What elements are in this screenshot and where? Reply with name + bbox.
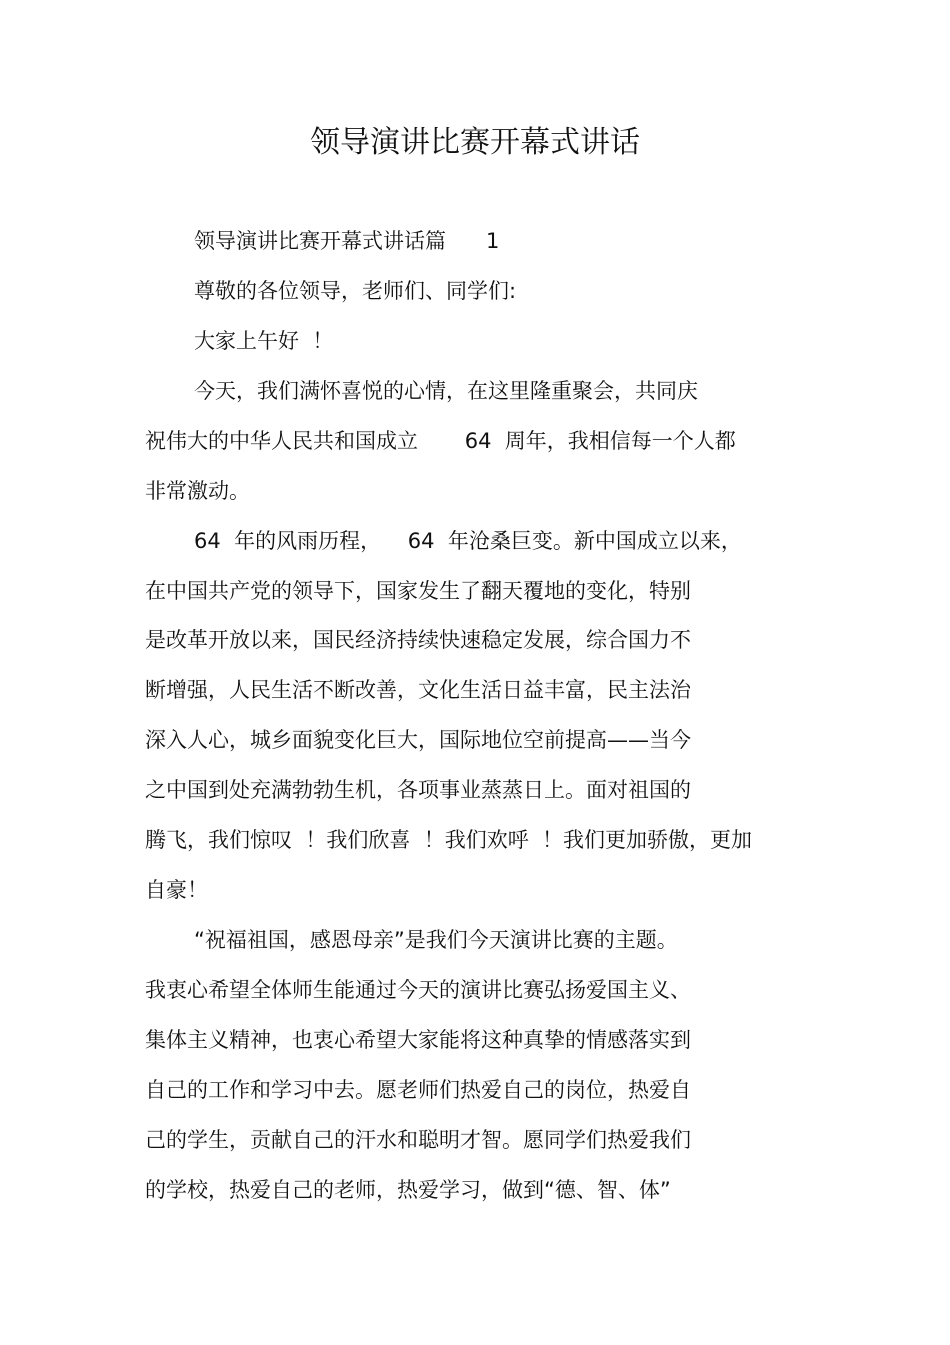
paragraph-line: 腾飞，我们惊叹 ！我们欣喜 ！我们欢呼 ！我们更加骄傲，更加 bbox=[145, 828, 753, 852]
greeting-line: 大家上午好 ！ bbox=[194, 329, 334, 353]
paragraph-line: 自豪！ bbox=[145, 878, 208, 902]
paragraph-line: 己的学生，贡献自己的汗水和聪明才智。愿同学们热爱我们 bbox=[145, 1128, 691, 1152]
paragraph-line: 自己的工作和学习中去。愿老师们热爱自己的岗位，热爱自 bbox=[145, 1078, 691, 1102]
paragraph-line: 今天，我们满怀喜悦的心情，在这里隆重聚会，共同庆 bbox=[194, 379, 698, 403]
paragraph-line: 64 年的风雨历程， 64 年沧桑巨变。新中国成立以来， bbox=[194, 529, 742, 553]
paragraph-line: 祝伟大的中华人民共和国成立 64 周年，我相信每一个人都 bbox=[145, 429, 736, 453]
paragraph-line: 集体主义精神，也衷心希望大家能将这种真挚的情感落实到 bbox=[145, 1028, 691, 1052]
salutation-line: 尊敬的各位领导，老师们、同学们: bbox=[194, 279, 517, 303]
paragraph-line: 深入人心，城乡面貌变化巨大，国际地位空前提高——当今 bbox=[145, 728, 691, 752]
document-title: 领导演讲比赛开幕式讲话 bbox=[310, 125, 640, 160]
paragraph-line: 我衷心希望全体师生能通过今天的演讲比赛弘扬爱国主义、 bbox=[145, 978, 691, 1002]
paragraph-line: “祝福祖国，感恩母亲”是我们今天演讲比赛的主题。 bbox=[194, 928, 678, 952]
paragraph-line: 断增强，人民生活不断改善，文化生活日益丰富，民主法治 bbox=[145, 678, 691, 702]
paragraph-line: 之中国到处充满勃勃生机，各项事业蒸蒸日上。面对祖国的 bbox=[145, 778, 691, 802]
paragraph-line: 非常激动。 bbox=[145, 479, 250, 503]
paragraph-line: 在中国共产党的领导下，国家发生了翻天覆地的变化，特别 bbox=[145, 579, 691, 603]
paragraph-line: 的学校，热爱自己的老师，热爱学习，做到“德、智、体” bbox=[145, 1178, 671, 1202]
section-heading: 领导演讲比赛开幕式讲话篇 1 bbox=[194, 229, 500, 253]
paragraph-line: 是改革开放以来，国民经济持续快速稳定发展，综合国力不 bbox=[145, 628, 691, 652]
